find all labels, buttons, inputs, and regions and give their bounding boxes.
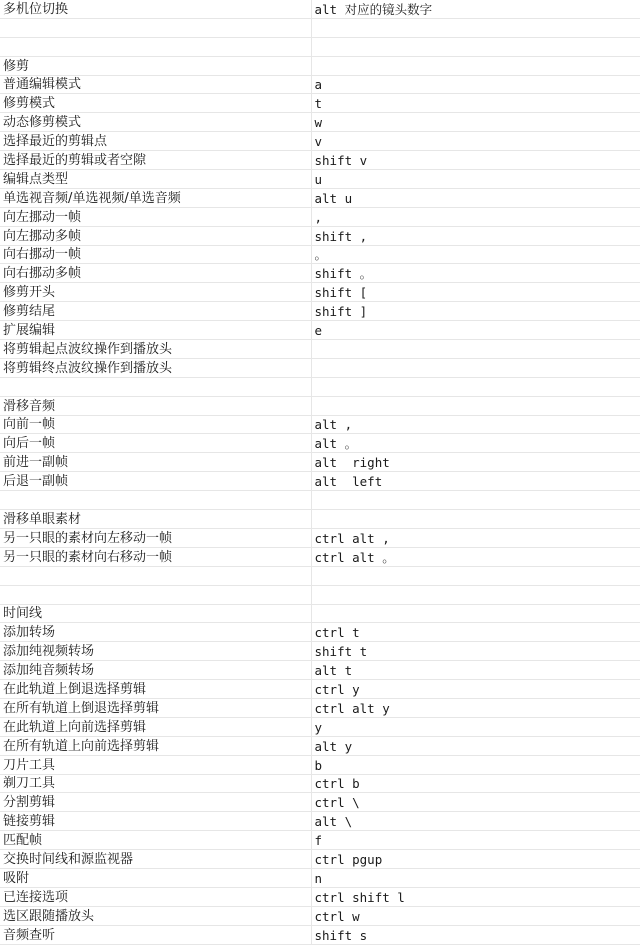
action-cell[interactable]: 在此轨道上倒退选择剪辑: [0, 680, 311, 699]
table-row: [0, 887, 640, 906]
shortcut-cell[interactable]: t: [311, 94, 640, 113]
table-row: [0, 736, 640, 755]
table-row: [0, 340, 640, 359]
action-cell[interactable]: 剃刀工具: [0, 774, 311, 793]
action-cell[interactable]: 时间线: [0, 604, 311, 623]
shortcut-cell[interactable]: [311, 510, 640, 529]
action-cell[interactable]: 修剪: [0, 56, 311, 75]
action-cell[interactable]: 在此轨道上向前选择剪辑: [0, 717, 311, 736]
action-cell[interactable]: [0, 377, 311, 396]
shortcut-cell[interactable]: ctrl b: [311, 774, 640, 793]
action-cell[interactable]: 单选视音频/单选视频/单选音频: [0, 188, 311, 207]
shortcut-cell[interactable]: alt \: [311, 812, 640, 831]
table-row: [0, 207, 640, 226]
table-row: [0, 151, 640, 170]
shortcut-cell[interactable]: shift ]: [311, 302, 640, 321]
action-cell[interactable]: 修剪模式: [0, 94, 311, 113]
shortcut-cell[interactable]: alt right: [311, 453, 640, 472]
action-cell[interactable]: 另一只眼的素材向左移动一帧: [0, 528, 311, 547]
shortcut-cell[interactable]: n: [311, 868, 640, 887]
action-cell[interactable]: 在所有轨道上倒退选择剪辑: [0, 698, 311, 717]
table-row: [0, 453, 640, 472]
table-row: [0, 680, 640, 699]
action-cell[interactable]: 已连接选项: [0, 887, 311, 906]
action-cell[interactable]: 选区跟随播放头: [0, 906, 311, 925]
action-cell[interactable]: 向后一帧: [0, 434, 311, 453]
table-row: [0, 113, 640, 132]
shortcut-cell[interactable]: [311, 585, 640, 604]
table-row: [0, 698, 640, 717]
action-cell[interactable]: 添加转场: [0, 623, 311, 642]
action-cell[interactable]: 将剪辑终点波纹操作到播放头: [0, 358, 311, 377]
table-row: [0, 491, 640, 510]
action-cell[interactable]: [0, 585, 311, 604]
table-row: [0, 283, 640, 302]
table-row: [0, 170, 640, 189]
table-row: [0, 321, 640, 340]
shortcut-cell[interactable]: [311, 377, 640, 396]
action-cell[interactable]: 添加纯音频转场: [0, 661, 311, 680]
shortcut-cell[interactable]: ctrl \: [311, 793, 640, 812]
action-cell[interactable]: 向左挪动一帧: [0, 207, 311, 226]
shortcut-cell[interactable]: alt left: [311, 472, 640, 491]
table-row: [0, 717, 640, 736]
action-cell[interactable]: 向左挪动多帧: [0, 226, 311, 245]
shortcut-cell[interactable]: alt u: [311, 188, 640, 207]
shortcut-cell[interactable]: [311, 358, 640, 377]
shortcut-cell[interactable]: ctrl w: [311, 906, 640, 925]
shortcut-cell[interactable]: f: [311, 831, 640, 850]
table-row: [0, 37, 640, 56]
action-cell[interactable]: 修剪开头: [0, 283, 311, 302]
table-row: [0, 0, 640, 18]
table-row: [0, 906, 640, 925]
action-cell[interactable]: 多机位切换: [0, 0, 311, 18]
table-row: [0, 642, 640, 661]
table-row: [0, 75, 640, 94]
action-cell[interactable]: 分割剪辑: [0, 793, 311, 812]
table-row: [0, 547, 640, 566]
shortcut-cell[interactable]: [311, 604, 640, 623]
table-row: [0, 302, 640, 321]
action-cell[interactable]: 匹配帧: [0, 831, 311, 850]
table-row: [0, 510, 640, 529]
action-cell[interactable]: [0, 37, 311, 56]
action-cell[interactable]: 向右挪动一帧: [0, 245, 311, 264]
shortcut-cell[interactable]: w: [311, 113, 640, 132]
shortcut-cell[interactable]: shift 。: [311, 264, 640, 283]
shortcut-cell[interactable]: ,: [311, 207, 640, 226]
table-row: [0, 472, 640, 491]
shortcut-cell[interactable]: alt 。: [311, 434, 640, 453]
shortcut-cell[interactable]: v: [311, 132, 640, 151]
action-cell[interactable]: 普通编辑模式: [0, 75, 311, 94]
shortcut-cell[interactable]: shift ,: [311, 226, 640, 245]
table-row: [0, 226, 640, 245]
table-row: [0, 132, 640, 151]
table-row: [0, 566, 640, 585]
table-row: [0, 264, 640, 283]
shortcut-cell[interactable]: [311, 56, 640, 75]
table-row: [0, 358, 640, 377]
table-row: [0, 245, 640, 264]
action-cell[interactable]: 选择最近的剪辑或者空隙: [0, 151, 311, 170]
table-row: [0, 868, 640, 887]
shortcut-cell[interactable]: a: [311, 75, 640, 94]
action-cell[interactable]: 向右挪动多帧: [0, 264, 311, 283]
shortcut-cell[interactable]: [311, 37, 640, 56]
shortcut-cell[interactable]: ctrl alt ,: [311, 528, 640, 547]
action-cell[interactable]: 在所有轨道上向前选择剪辑: [0, 736, 311, 755]
shortcut-cell[interactable]: ctrl pgup: [311, 850, 640, 869]
shortcut-cell[interactable]: ctrl shift l: [311, 887, 640, 906]
table-row: [0, 774, 640, 793]
table-row: [0, 831, 640, 850]
action-cell[interactable]: 动态修剪模式: [0, 113, 311, 132]
shortcut-cell[interactable]: alt y: [311, 736, 640, 755]
action-cell[interactable]: 音频查听: [0, 925, 311, 944]
table-row: [0, 18, 640, 37]
shortcut-cell[interactable]: b: [311, 755, 640, 774]
table-row: [0, 56, 640, 75]
shortcut-cell[interactable]: alt 对应的镜头数字: [311, 0, 640, 18]
table-row: [0, 925, 640, 944]
action-cell[interactable]: 将剪辑起点波纹操作到播放头: [0, 340, 311, 359]
table-row: [0, 188, 640, 207]
table-row: [0, 434, 640, 453]
action-cell[interactable]: 另一只眼的素材向右移动一帧: [0, 547, 311, 566]
shortcut-cell[interactable]: [311, 340, 640, 359]
shortcut-cell[interactable]: y: [311, 717, 640, 736]
action-cell[interactable]: 添加纯视频转场: [0, 642, 311, 661]
action-cell[interactable]: [0, 18, 311, 37]
shortcut-cell[interactable]: ctrl y: [311, 680, 640, 699]
shortcut-cell[interactable]: ctrl alt 。: [311, 547, 640, 566]
action-cell[interactable]: 向前一帧: [0, 415, 311, 434]
table-row: [0, 396, 640, 415]
action-cell[interactable]: [0, 491, 311, 510]
action-cell[interactable]: 刀片工具: [0, 755, 311, 774]
table-row: [0, 812, 640, 831]
table-row: [0, 415, 640, 434]
action-cell[interactable]: 选择最近的剪辑点: [0, 132, 311, 151]
shortcut-cell[interactable]: shift s: [311, 925, 640, 944]
table-row: [0, 793, 640, 812]
table-row: [0, 585, 640, 604]
action-cell[interactable]: 修剪结尾: [0, 302, 311, 321]
action-cell[interactable]: 扩展编辑: [0, 321, 311, 340]
shortcut-cell[interactable]: ctrl t: [311, 623, 640, 642]
action-cell[interactable]: 滑移音频: [0, 396, 311, 415]
shortcut-cell[interactable]: [311, 396, 640, 415]
table-row: [0, 755, 640, 774]
shortcut-cell[interactable]: shift [: [311, 283, 640, 302]
table-row: [0, 850, 640, 869]
table-row: [0, 604, 640, 623]
table-row: [0, 623, 640, 642]
action-cell[interactable]: 链接剪辑: [0, 812, 311, 831]
action-cell[interactable]: 交换时间线和源监视器: [0, 850, 311, 869]
shortcut-cell[interactable]: alt ,: [311, 415, 640, 434]
action-cell[interactable]: 吸附: [0, 868, 311, 887]
table-row: [0, 528, 640, 547]
action-cell[interactable]: 后退一副帧: [0, 472, 311, 491]
table-row: [0, 377, 640, 396]
table-row: [0, 661, 640, 680]
action-cell[interactable]: 编辑点类型: [0, 170, 311, 189]
shortcut-cell[interactable]: shift t: [311, 642, 640, 661]
action-cell[interactable]: [0, 566, 311, 585]
shortcut-cell[interactable]: u: [311, 170, 640, 189]
shortcut-cell[interactable]: e: [311, 321, 640, 340]
shortcut-cell[interactable]: shift v: [311, 151, 640, 170]
shortcut-cell[interactable]: [311, 18, 640, 37]
shortcut-cell[interactable]: 。: [311, 245, 640, 264]
action-cell[interactable]: 滑移单眼素材: [0, 510, 311, 529]
shortcut-cell[interactable]: alt t: [311, 661, 640, 680]
shortcut-cell[interactable]: ctrl alt y: [311, 698, 640, 717]
shortcut-cell[interactable]: [311, 566, 640, 585]
shortcut-cell[interactable]: [311, 491, 640, 510]
action-cell[interactable]: 前进一副帧: [0, 453, 311, 472]
table-row: [0, 94, 640, 113]
